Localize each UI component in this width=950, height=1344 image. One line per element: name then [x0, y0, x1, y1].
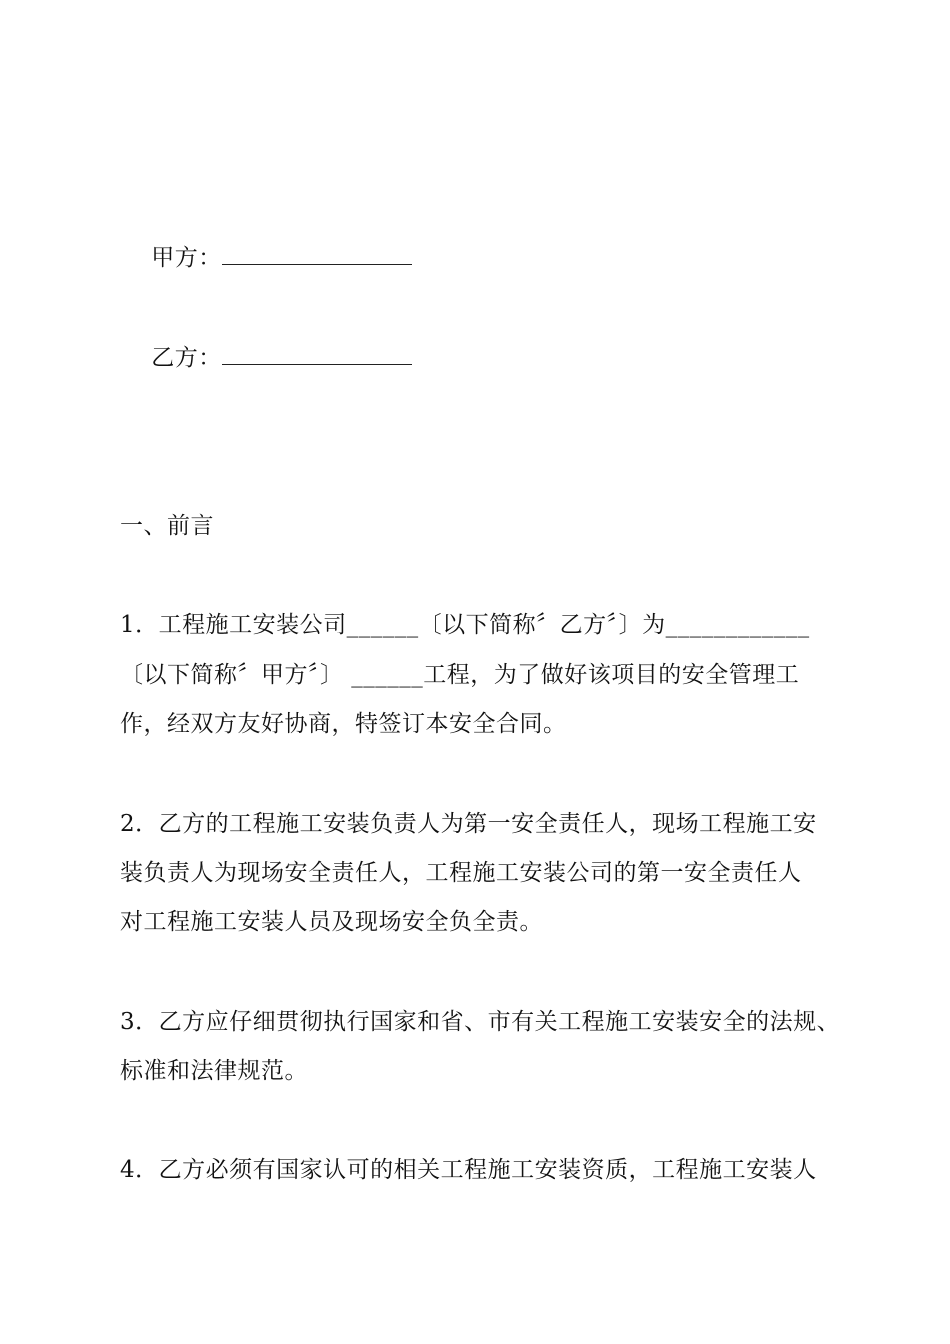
paragraph-2-line-3: 对工程施工安装人员及现场安全负全责。 — [120, 909, 543, 935]
party-a-blank — [222, 244, 412, 265]
paragraph-1-line-3: 作，经双方友好协商，特签订本安全合同。 — [120, 711, 567, 737]
paragraph-3-line-1: 3．乙方应仔细贯彻执行国家和省、市有关工程施工安装安全的法规、 — [120, 1009, 841, 1035]
party-a-label: 甲方： — [151, 245, 222, 271]
paragraph-1-line-2: 〔以下简称〞甲方〞〕 ______工程，为了做好该项目的安全管理工 — [120, 662, 800, 688]
paragraph-1-line-1: 1．工程施工安装公司______〔以下简称〞乙方〞〕为____________ — [120, 612, 810, 638]
paragraph-2-line-1: 2．乙方的工程施工安装负责人为第一安全责任人，现场工程施工安 — [120, 811, 817, 837]
paragraph-2-line-2: 装负责人为现场安全责任人，工程施工安装公司的第一安全责任人 — [120, 860, 802, 886]
paragraph-4-line-1: 4．乙方必须有国家认可的相关工程施工安装资质，工程施工安装人 — [120, 1157, 817, 1183]
party-a-line — [120, 213, 412, 303]
party-b-line — [120, 313, 412, 403]
section-heading: 一、前言 — [120, 513, 214, 539]
party-b-blank — [222, 344, 412, 365]
paragraph-3-line-2: 标准和法律规范。 — [120, 1058, 308, 1084]
party-b-label: 乙方： — [151, 345, 222, 371]
